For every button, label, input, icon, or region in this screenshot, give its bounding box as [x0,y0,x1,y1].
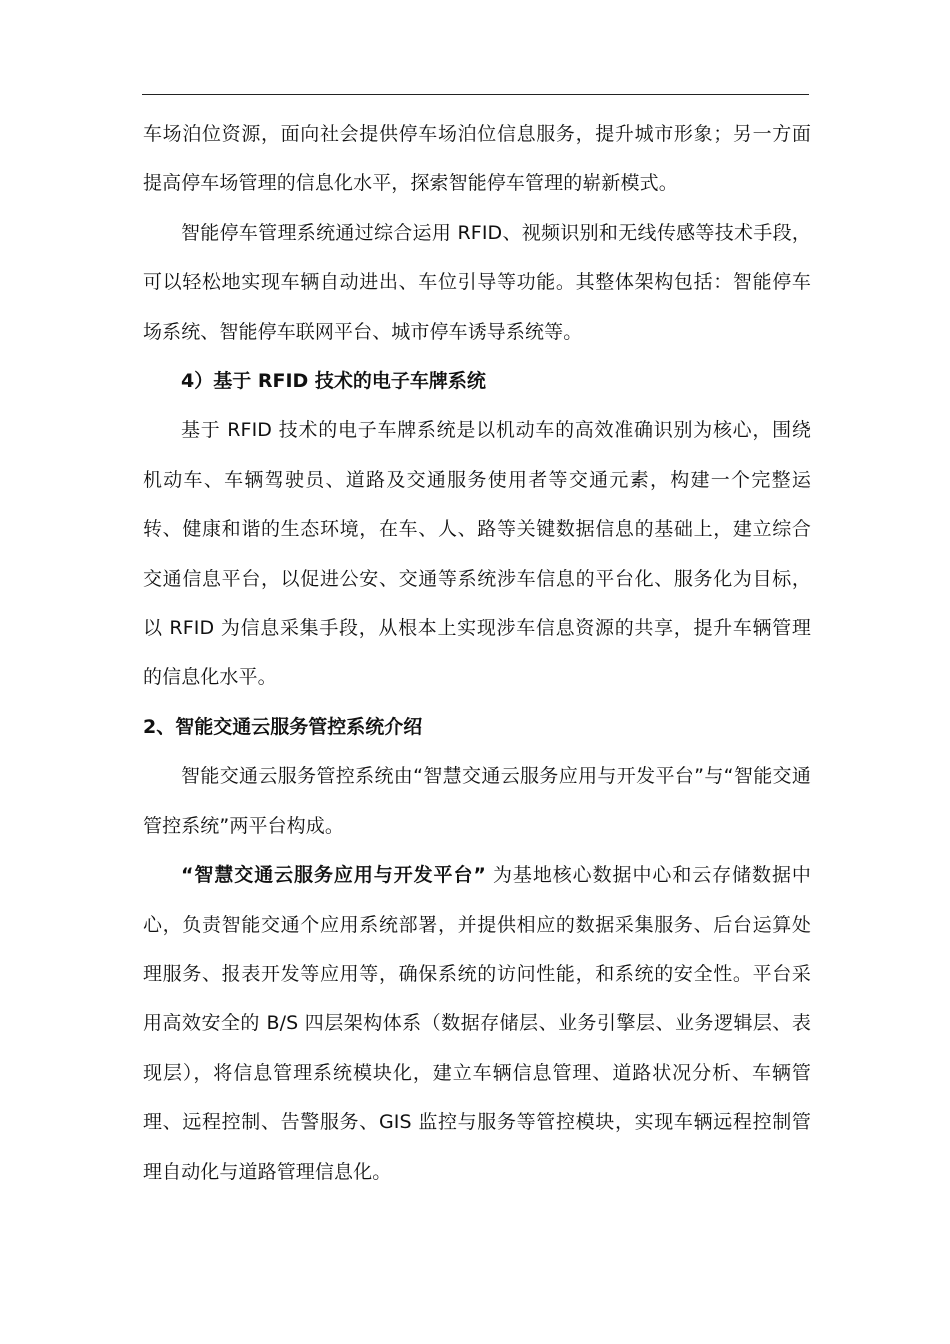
document-body [143,110,811,1197]
paragraph-smart-parking: 智能停车管理系统通过综合运用 RFID、视频识别和无线传感等技术手段，可以轻松地实现车辆自动进出、车位引导等功能。其整体架构包括：智能停车场系统、智能停车联网平台、城市停车诱导系统等。 [143,221,811,343]
paragraph-cloud-platform [143,851,811,1197]
platform-name: “智慧交通云服务应用与开发平台” [181,864,486,887]
heading-cloud-system: 2、智能交通云服务管控系统介绍 [143,715,423,738]
paragraph-parking-continued: 车场泊位资源，面向社会提供停车场泊位信息服务，提升城市形象；另一方面提高停车场管理的信息化水平，探索智能停车管理的崭新模式。 [143,123,811,195]
platform-description: 为基地核心数据中心和云存储数据中心，负责智能交通个应用系统部署，并提供相应的数据采集服务、后台运算处理服务、报表开发等应用等，确保系统的访问性能，和系统的安全性。平台采用高效安全的 B/S 四层架构体系（数据存储层、业务引擎层、业务逻辑层、表现层），将信息管理系统模块化，建立车辆信息管理、道路状况分析、车辆管理、远程控制、告警服务、GIS 监控与服务等管控模块，实现车辆远程控制管理自动化与道路管理信息化。 [143,864,811,1183]
paragraph-cloud-intro: 智能交通云服务管控系统由“智慧交通云服务应用与开发平台”与“智能交通管控系统”两平台构成。 [143,765,811,837]
header-rule [142,94,809,95]
paragraph-rfid-plate: 基于 RFID 技术的电子车牌系统是以机动车的高效准确识别为核心，围绕机动车、车辆驾驶员、道路及交通服务使用者等交通元素，构建一个完整运转、健康和谐的生态环境，在车、人、路等关键数据信息的基础上，建立综合交通信息平台，以促进公安、交通等系统涉车信息的平台化、服务化为目标，以 RFID 为信息采集手段，从根本上实现涉车信息资源的共享，提升车辆管理的信息化水平。 [143,419,811,689]
heading-rfid-plate: 4）基于 RFID 技术的电子车牌系统 [181,370,486,393]
